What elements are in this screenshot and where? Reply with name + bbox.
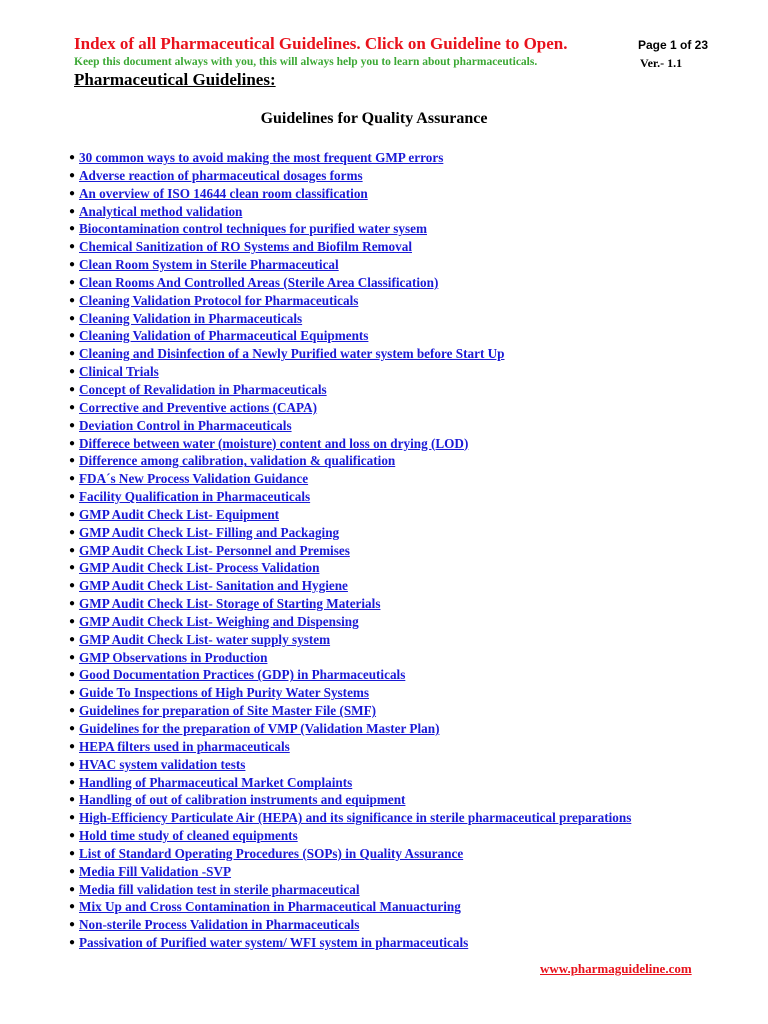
guideline-item bbox=[69, 506, 631, 524]
bullet-icon: ● bbox=[69, 847, 76, 859]
guideline-item bbox=[69, 542, 631, 560]
guideline-link[interactable]: List of Standard Operating Procedures (SOPs) in Quality Assurance bbox=[79, 845, 464, 861]
guideline-item bbox=[69, 774, 631, 792]
guideline-item bbox=[69, 631, 631, 649]
bullet-icon: ● bbox=[69, 740, 76, 752]
bullet-icon: ● bbox=[69, 259, 76, 271]
guideline-item bbox=[69, 488, 631, 506]
guideline-item bbox=[69, 470, 631, 488]
bullet-icon: ● bbox=[69, 205, 76, 217]
guideline-link[interactable]: GMP Observations in Production bbox=[79, 649, 268, 665]
bullet-icon: ● bbox=[69, 562, 76, 574]
guideline-item bbox=[69, 185, 631, 203]
guideline-link[interactable]: Clean Room System in Sterile Pharmaceutical bbox=[79, 257, 339, 273]
bullet-icon: ● bbox=[69, 223, 76, 235]
guideline-item bbox=[69, 435, 631, 453]
bullet-icon: ● bbox=[69, 758, 76, 770]
bullet-icon: ● bbox=[69, 294, 76, 306]
bullet-icon: ● bbox=[69, 276, 76, 288]
guideline-item bbox=[69, 149, 631, 167]
bullet-icon: ● bbox=[69, 580, 76, 592]
guideline-item bbox=[69, 345, 631, 363]
guideline-link[interactable]: FDA´s New Process Validation Guidance bbox=[79, 471, 309, 487]
bullet-icon: ● bbox=[69, 473, 76, 485]
website-link[interactable]: www.pharmaguideline.com bbox=[540, 961, 692, 976]
guideline-link[interactable]: Hold time study of cleaned equipments bbox=[79, 828, 298, 844]
bullet-icon: ● bbox=[69, 419, 76, 431]
guideline-item bbox=[69, 898, 631, 916]
document-subtitle: Keep this document always with you, this will always help you to learn about pharmaceuticals. bbox=[74, 56, 538, 68]
bullet-icon: ● bbox=[69, 330, 76, 342]
bullet-icon: ● bbox=[69, 348, 76, 360]
guideline-item bbox=[69, 845, 631, 863]
guideline-link[interactable]: Deviation Control in Pharmaceuticals bbox=[79, 417, 292, 433]
guideline-item bbox=[69, 256, 631, 274]
version-label: Ver.- 1.1 bbox=[640, 56, 683, 70]
guideline-item bbox=[69, 756, 631, 774]
bullet-icon: ● bbox=[69, 383, 76, 395]
guideline-item bbox=[69, 827, 631, 845]
guideline-link[interactable]: GMP Audit Check List- Storage of Starting Materials bbox=[79, 596, 381, 612]
bullet-icon: ● bbox=[69, 669, 76, 681]
guideline-link[interactable]: Guidelines for the preparation of VMP (Validation Master Plan) bbox=[79, 721, 440, 736]
bullet-icon: ● bbox=[69, 883, 76, 895]
guideline-item bbox=[69, 452, 631, 470]
bullet-icon: ● bbox=[69, 705, 76, 717]
bullet-icon: ● bbox=[69, 187, 76, 199]
bullet-icon: ● bbox=[69, 687, 76, 699]
guideline-link[interactable]: HEPA filters used in pharmaceuticals bbox=[79, 738, 290, 754]
guideline-item bbox=[69, 238, 631, 256]
bullet-icon: ● bbox=[69, 152, 76, 163]
guideline-item bbox=[69, 167, 631, 185]
bullet-icon: ● bbox=[69, 437, 76, 449]
guideline-item bbox=[69, 881, 631, 899]
guideline-link[interactable]: GMP Audit Check List- Equipment bbox=[79, 506, 280, 522]
guideline-item bbox=[69, 791, 631, 809]
bullet-icon: ● bbox=[69, 312, 76, 324]
guideline-item bbox=[69, 577, 631, 595]
guideline-link[interactable]: Media fill validation test in sterile pharmaceutical bbox=[79, 881, 360, 897]
guideline-item bbox=[69, 220, 631, 238]
guideline-item bbox=[69, 613, 631, 631]
guideline-link[interactable]: Clean Rooms And Controlled Areas (Sterile Area Classification) bbox=[79, 274, 439, 290]
guideline-link[interactable]: Non-sterile Process Validation in Pharmaceuticals bbox=[79, 917, 360, 933]
bullet-icon: ● bbox=[69, 241, 76, 253]
guideline-link[interactable]: Difference among calibration, validation & qualification bbox=[79, 453, 396, 469]
guideline-link[interactable]: Facility Qualification in Pharmaceuticals bbox=[79, 489, 311, 505]
guideline-link[interactable]: Biocontamination control techniques for purified water sysem bbox=[79, 221, 427, 237]
guideline-item bbox=[69, 292, 631, 310]
bullet-icon: ● bbox=[69, 865, 76, 877]
guideline-link[interactable]: Passivation of Purified water system/ WFI system in pharmaceuticals bbox=[79, 935, 469, 951]
guideline-link[interactable]: Differece between water (moisture) content and loss on drying (LOD) bbox=[79, 435, 469, 451]
guideline-item bbox=[69, 310, 631, 328]
bullet-icon: ● bbox=[69, 366, 76, 378]
guideline-link[interactable]: Concept of Revalidation in Pharmaceuticals bbox=[79, 381, 327, 397]
guideline-link[interactable]: Good Documentation Practices (GDP) in Pharmaceuticals bbox=[79, 667, 406, 683]
guideline-item bbox=[69, 327, 631, 345]
bullet-icon: ● bbox=[69, 169, 76, 181]
guideline-link[interactable]: GMP Audit Check List- water supply system bbox=[79, 631, 331, 647]
guideline-item bbox=[69, 666, 631, 684]
guideline-link[interactable]: GMP Audit Check List- Filling and Packaging bbox=[79, 524, 340, 540]
bullet-icon: ● bbox=[69, 633, 76, 645]
guideline-link[interactable]: Cleaning Validation in Pharmaceuticals bbox=[79, 310, 303, 326]
guideline-item bbox=[69, 524, 631, 542]
bullet-icon: ● bbox=[69, 919, 76, 931]
guideline-link[interactable]: GMP Audit Check List- Sanitation and Hygiene bbox=[79, 578, 348, 594]
guideline-item bbox=[69, 863, 631, 881]
guideline-item bbox=[69, 363, 631, 381]
guideline-link[interactable]: An overview of ISO 14644 clean room classification bbox=[79, 185, 368, 201]
guideline-link[interactable]: 30 common ways to avoid making the most frequent GMP errors bbox=[79, 150, 444, 165]
guideline-link[interactable]: Handling of out of calibration instruments and equipment bbox=[79, 792, 406, 808]
bullet-icon: ● bbox=[69, 812, 76, 824]
bullet-icon: ● bbox=[69, 830, 76, 842]
guideline-item bbox=[69, 738, 631, 756]
guideline-link[interactable]: Guide To Inspections of High Purity Water Systems bbox=[79, 685, 370, 701]
guideline-link[interactable]: Cleaning Validation of Pharmaceutical Equipments bbox=[79, 328, 369, 344]
guideline-item bbox=[69, 559, 631, 577]
guideline-link[interactable]: Chemical Sanitization of RO Systems and Biofilm Removal bbox=[79, 239, 412, 255]
guideline-link[interactable]: Handling of Pharmaceutical Market Complaints bbox=[79, 774, 353, 790]
guideline-item bbox=[69, 720, 631, 738]
guideline-item bbox=[69, 274, 631, 292]
guideline-link[interactable]: Cleaning Validation Protocol for Pharmaceuticals bbox=[79, 292, 359, 308]
guideline-item bbox=[69, 934, 631, 952]
bullet-icon: ● bbox=[69, 901, 76, 913]
bullet-icon: ● bbox=[69, 508, 76, 520]
bullet-icon: ● bbox=[69, 776, 76, 788]
guideline-item bbox=[69, 809, 631, 827]
bullet-icon: ● bbox=[69, 401, 76, 413]
guideline-item bbox=[69, 381, 631, 399]
guideline-link[interactable]: GMP Audit Check List- Personnel and Premises bbox=[79, 542, 350, 558]
guideline-link[interactable]: HVAC system validation tests bbox=[79, 756, 246, 772]
document-title: Index of all Pharmaceutical Guidelines. Click on Guideline to Open. bbox=[74, 34, 568, 53]
bullet-icon: ● bbox=[69, 615, 76, 627]
bullet-icon: ● bbox=[69, 491, 76, 503]
bullet-icon: ● bbox=[69, 544, 76, 556]
bullet-icon: ● bbox=[69, 723, 76, 734]
guideline-link[interactable]: GMP Audit Check List- Weighing and Dispensing bbox=[79, 613, 359, 629]
guideline-list bbox=[69, 149, 631, 952]
page-number: Page 1 of 23 bbox=[638, 38, 709, 52]
guideline-link[interactable]: Adverse reaction of pharmaceutical dosages forms bbox=[79, 167, 363, 183]
bullet-icon: ● bbox=[69, 526, 76, 538]
guideline-item bbox=[69, 684, 631, 702]
guideline-item bbox=[69, 399, 631, 417]
guideline-link[interactable]: Media Fill Validation -SVP bbox=[79, 863, 232, 879]
guideline-link[interactable]: Corrective and Preventive actions (CAPA) bbox=[79, 399, 318, 415]
guideline-link[interactable]: GMP Audit Check List- Process Validation bbox=[79, 560, 320, 576]
guideline-item bbox=[69, 595, 631, 613]
section-heading: Pharmaceutical Guidelines: bbox=[74, 70, 276, 89]
guideline-link[interactable]: High-Efficiency Particulate Air (HEPA) and its significance in sterile pharmaceutical preparations bbox=[79, 810, 632, 826]
bullet-icon: ● bbox=[69, 651, 76, 663]
guideline-item bbox=[69, 702, 631, 720]
guideline-link[interactable]: Cleaning and Disinfection of a Newly Purified water system before Start Up bbox=[79, 346, 505, 362]
guideline-item bbox=[69, 417, 631, 435]
guideline-link[interactable]: Mix Up and Cross Contamination in Pharmaceutical Manuacturing bbox=[79, 899, 461, 915]
guideline-link[interactable]: Clinical Trials bbox=[79, 364, 159, 380]
guideline-item bbox=[69, 916, 631, 934]
guideline-link[interactable]: Analytical method validation bbox=[79, 203, 243, 219]
bullet-icon: ● bbox=[69, 455, 76, 467]
guideline-item bbox=[69, 649, 631, 667]
guideline-link[interactable]: Guidelines for preparation of Site Master File (SMF) bbox=[79, 703, 377, 719]
bullet-icon: ● bbox=[69, 937, 76, 949]
section-title: Guidelines for Quality Assurance bbox=[260, 110, 488, 127]
bullet-icon: ● bbox=[69, 598, 76, 610]
guideline-item bbox=[69, 203, 631, 221]
bullet-icon: ● bbox=[69, 794, 76, 806]
